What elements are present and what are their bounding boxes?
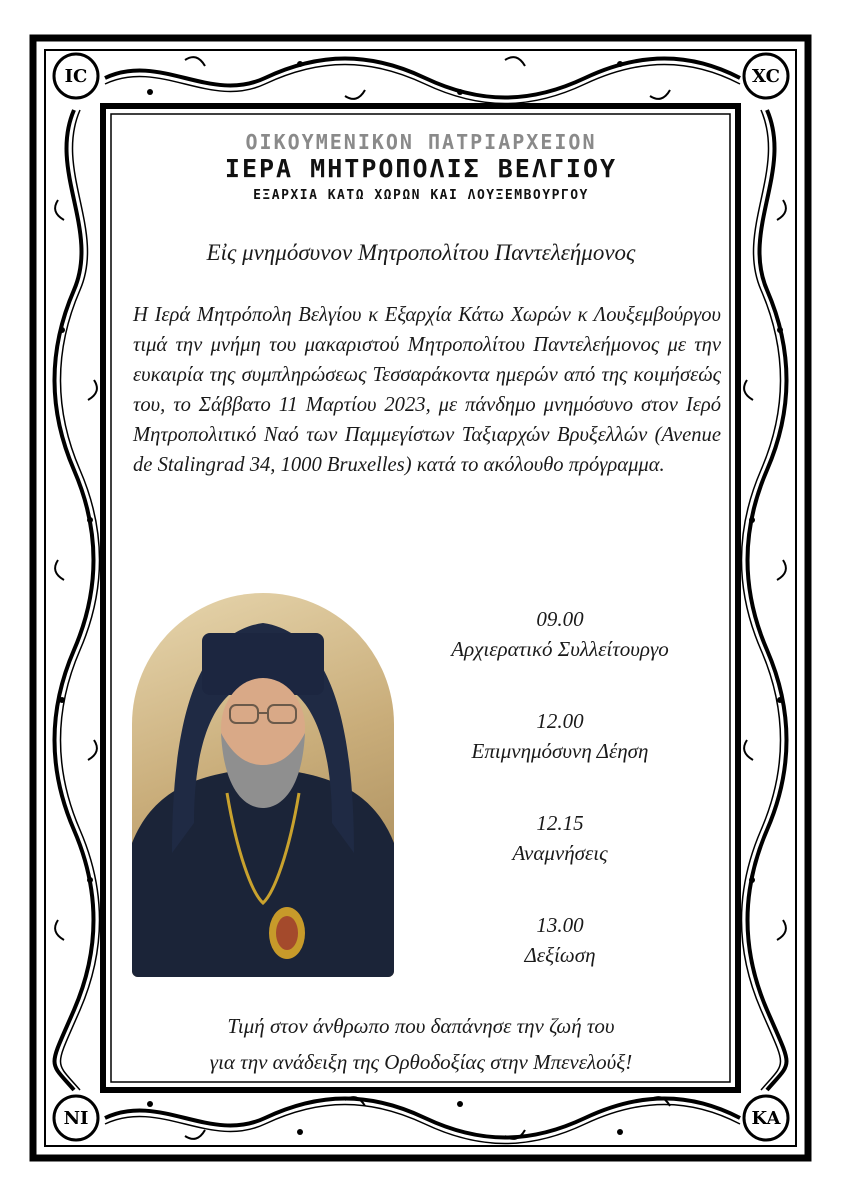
memorial-title: Εἰς μνημόσυνον Μητροπολίτου Παντελεήμονος bbox=[206, 240, 636, 265]
header-exarchate: ΕΞΑΡΧΙΑ ΚΑΤΩ ΧΩΡΩΝ ΚΑΙ ΛΟΥΞΕΜΒΟΥΡΓΟΥ bbox=[253, 188, 589, 203]
program-time: 13.00 bbox=[536, 913, 584, 937]
corner-ic: IC bbox=[64, 66, 88, 87]
program-item bbox=[410, 911, 710, 1013]
header-patriarchate: ΟΙΚΟΥΜΕΝΙΚΟΝ ΠΑΤΡΙΑΡΧΕΙΟΝ bbox=[245, 130, 597, 154]
closing-line-1: Τιμή στον άνθρωπο που δαπάνησε την ζωή του bbox=[227, 1014, 615, 1038]
program-item bbox=[410, 707, 710, 809]
corner-ka: KA bbox=[751, 1108, 781, 1129]
program-item bbox=[410, 605, 710, 707]
announcement-paragraph: Η Ιερά Μητρόπολη Βελγίου κ Εξαρχία Κάτω Χωρών κ Λουξεμβούργου τιμά την μνήμη του μακαριστού Μητροπολίτου Παντελεήμονος με την ευκαιρία της συμπληρώσεως Τεσσαράκοντα ημερών από της κοιμήσεώς του, το Σάββατο 11 Μαρτίου 2023, με πάνδημο μνημόσυνο στον Ιερό Μητροπολιτικό Ναό των Παμμεγίστων Ταξιαρχών Βρυξελλών (Avenue de Stalingrad 34, 1000 Bruxelles) κατά το ακόλουθο πρόγραμμα. bbox=[133, 304, 721, 476]
program-event: Δεξίωση bbox=[524, 943, 596, 967]
corner-xc: XC bbox=[752, 66, 780, 87]
metropolitan-portrait-icon bbox=[132, 593, 394, 977]
program-time: 12.15 bbox=[536, 811, 584, 835]
portrait-photo bbox=[132, 593, 394, 977]
closing-tribute bbox=[0, 1008, 842, 1080]
program-event: Αρχιερατικό Συλλείτουργο bbox=[451, 637, 669, 661]
program-time: 09.00 bbox=[536, 607, 584, 631]
header-metropolis: ΙΕΡΑ ΜΗΤΡΟΠΟΛΙΣ ΒΕΛΓΙΟΥ bbox=[224, 154, 618, 183]
program-time: 12.00 bbox=[536, 709, 584, 733]
program-list bbox=[410, 605, 710, 1013]
corner-ni: NI bbox=[63, 1108, 89, 1129]
program-item bbox=[410, 809, 710, 911]
closing-line-2: για την ανάδειξη της Ορθοδοξίας στην Μπενελούξ! bbox=[209, 1050, 633, 1074]
program-event: Επιμνημόσυνη Δέηση bbox=[471, 739, 649, 763]
program-event: Αναμνήσεις bbox=[512, 841, 608, 865]
